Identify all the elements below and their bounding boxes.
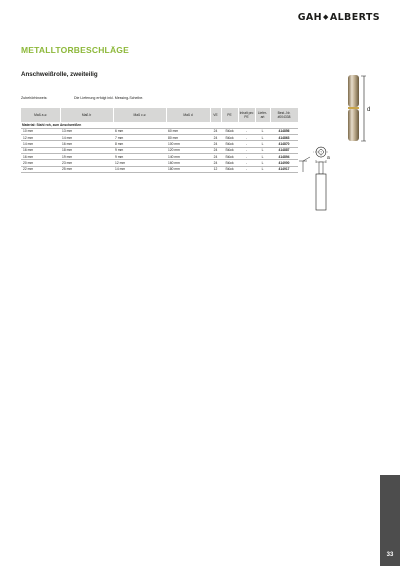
cell-dimension-c: 8 mm bbox=[113, 141, 166, 147]
cell-dimension-a: 16 mm bbox=[21, 147, 60, 153]
cell-dimension-a: 12 mm bbox=[21, 135, 60, 141]
accessory-note bbox=[21, 96, 143, 100]
cell-order-number: 414870 bbox=[270, 141, 298, 147]
cell-pe: Stück bbox=[221, 135, 238, 141]
header-content-per-pe: Inhalt pro PE bbox=[238, 108, 255, 122]
dimension-d-label: d bbox=[367, 107, 371, 113]
hinge-roll-washer bbox=[348, 107, 359, 109]
header-delivery-type: Liefer-art bbox=[255, 108, 270, 122]
accessory-note-label: Zubehörhinweis: bbox=[21, 96, 48, 100]
hinge-body-drawing bbox=[316, 174, 326, 210]
cell-dimension-d: 180 mm bbox=[166, 166, 210, 172]
cell-dimension-a: 10 mm bbox=[21, 128, 60, 134]
cell-dimension-b: 14 mm bbox=[60, 135, 113, 141]
header-ve: VE bbox=[210, 108, 221, 122]
cell-dimension-d: 60 mm bbox=[166, 128, 210, 134]
hinge-roll-upper bbox=[348, 75, 359, 107]
cell-order-number: 414863 bbox=[270, 135, 298, 141]
cell-ve: 24 bbox=[210, 160, 221, 166]
accessory-note-text: Die Lieferung erfolgt inkl. Messing-Scheibe. bbox=[74, 96, 144, 100]
cell-dimension-d: 120 mm bbox=[166, 147, 210, 153]
cell-ve: 12 bbox=[210, 166, 221, 172]
cell-content-per-pe: - bbox=[238, 160, 255, 166]
cell-dimension-b: 13 mm bbox=[60, 128, 113, 134]
cell-delivery-type: L bbox=[255, 128, 270, 134]
cell-dimension-c: 9 mm bbox=[113, 147, 166, 153]
cell-dimension-a: 22 mm bbox=[21, 166, 60, 172]
cell-dimension-d: 140 mm bbox=[166, 153, 210, 159]
cell-delivery-type: L bbox=[255, 153, 270, 159]
section-title: METALLTORBESCHLÄGE bbox=[21, 45, 129, 55]
brand-name-right: ALBERTS bbox=[329, 12, 380, 23]
dimension-a-label: a bbox=[327, 155, 330, 161]
hinge-side-drawing bbox=[338, 74, 380, 144]
cell-dimension-a: 14 mm bbox=[21, 141, 60, 147]
cell-pe: Stück bbox=[221, 153, 238, 159]
cell-pe: Stück bbox=[221, 166, 238, 172]
header-dimension-c: Maß c ⌀ bbox=[113, 108, 166, 122]
cell-content-per-pe: - bbox=[238, 141, 255, 147]
cell-order-number: 414887 bbox=[270, 147, 298, 153]
cell-order-number: 414900 bbox=[270, 160, 298, 166]
cell-pe: Stück bbox=[221, 147, 238, 153]
cell-ve: 24 bbox=[210, 141, 221, 147]
cell-delivery-type: L bbox=[255, 141, 270, 147]
hinge-roll-lower bbox=[348, 109, 359, 141]
cell-dimension-c: 6 mm bbox=[113, 128, 166, 134]
page-number: 33 bbox=[386, 552, 394, 558]
header-pe: PE bbox=[221, 108, 238, 122]
spec-table-header bbox=[21, 108, 298, 122]
cell-delivery-type: L bbox=[255, 147, 270, 153]
material-label: Material: Stahl roh, zum Anschweißen bbox=[21, 122, 298, 128]
cell-dimension-b: 18 mm bbox=[60, 147, 113, 153]
cell-dimension-d: 100 mm bbox=[166, 141, 210, 147]
cell-dimension-b: 25 mm bbox=[60, 166, 113, 172]
header-order-number: Best.-Nr. #004338 bbox=[270, 108, 298, 122]
cell-dimension-c: 14 mm bbox=[113, 166, 166, 172]
brand-logo bbox=[298, 12, 380, 23]
hinge-pin-drawing bbox=[319, 162, 323, 174]
header-dimension-b: Maß b bbox=[60, 108, 113, 122]
cell-ve: 24 bbox=[210, 147, 221, 153]
cell-content-per-pe: - bbox=[238, 135, 255, 141]
cell-dimension-d: 160 mm bbox=[166, 160, 210, 166]
cell-ve: 24 bbox=[210, 153, 221, 159]
cell-pe: Stück bbox=[221, 128, 238, 134]
header-dimension-a: Maß a ⌀ bbox=[21, 108, 60, 122]
table-row bbox=[21, 166, 298, 172]
cell-content-per-pe: - bbox=[238, 153, 255, 159]
cell-dimension-c: 12 mm bbox=[113, 160, 166, 166]
cell-dimension-b: 16 mm bbox=[60, 141, 113, 147]
cell-dimension-b: 19 mm bbox=[60, 153, 113, 159]
cell-pe: Stück bbox=[221, 160, 238, 166]
cell-order-number: 414917 bbox=[270, 166, 298, 172]
cell-dimension-c: 9 mm bbox=[113, 153, 166, 159]
cell-order-number: 414894 bbox=[270, 153, 298, 159]
spec-table bbox=[21, 108, 299, 173]
cell-dimension-c: 7 mm bbox=[113, 135, 166, 141]
page-tab bbox=[380, 475, 400, 566]
hinge-technical-drawing bbox=[288, 146, 338, 212]
cell-dimension-d: 80 mm bbox=[166, 135, 210, 141]
cell-order-number: 414856 bbox=[270, 128, 298, 134]
cell-content-per-pe: - bbox=[238, 147, 255, 153]
cell-delivery-type: L bbox=[255, 160, 270, 166]
cell-dimension-a: 20 mm bbox=[21, 160, 60, 166]
cell-content-per-pe: - bbox=[238, 128, 255, 134]
cell-dimension-b: 23 mm bbox=[60, 160, 113, 166]
cell-ve: 24 bbox=[210, 135, 221, 141]
cell-delivery-type: L bbox=[255, 135, 270, 141]
cell-dimension-a: 16 mm bbox=[21, 153, 60, 159]
cell-ve: 24 bbox=[210, 128, 221, 134]
brand-diamond-icon: ◆ bbox=[323, 13, 329, 21]
brand-name-left: GAH bbox=[297, 12, 323, 23]
cell-delivery-type: L bbox=[255, 166, 270, 172]
header-dimension-d: Maß d bbox=[166, 108, 210, 122]
cell-pe: Stück bbox=[221, 141, 238, 147]
cell-content-per-pe: - bbox=[238, 166, 255, 172]
product-title: Anschweißrolle, zweiteilig bbox=[21, 71, 98, 78]
